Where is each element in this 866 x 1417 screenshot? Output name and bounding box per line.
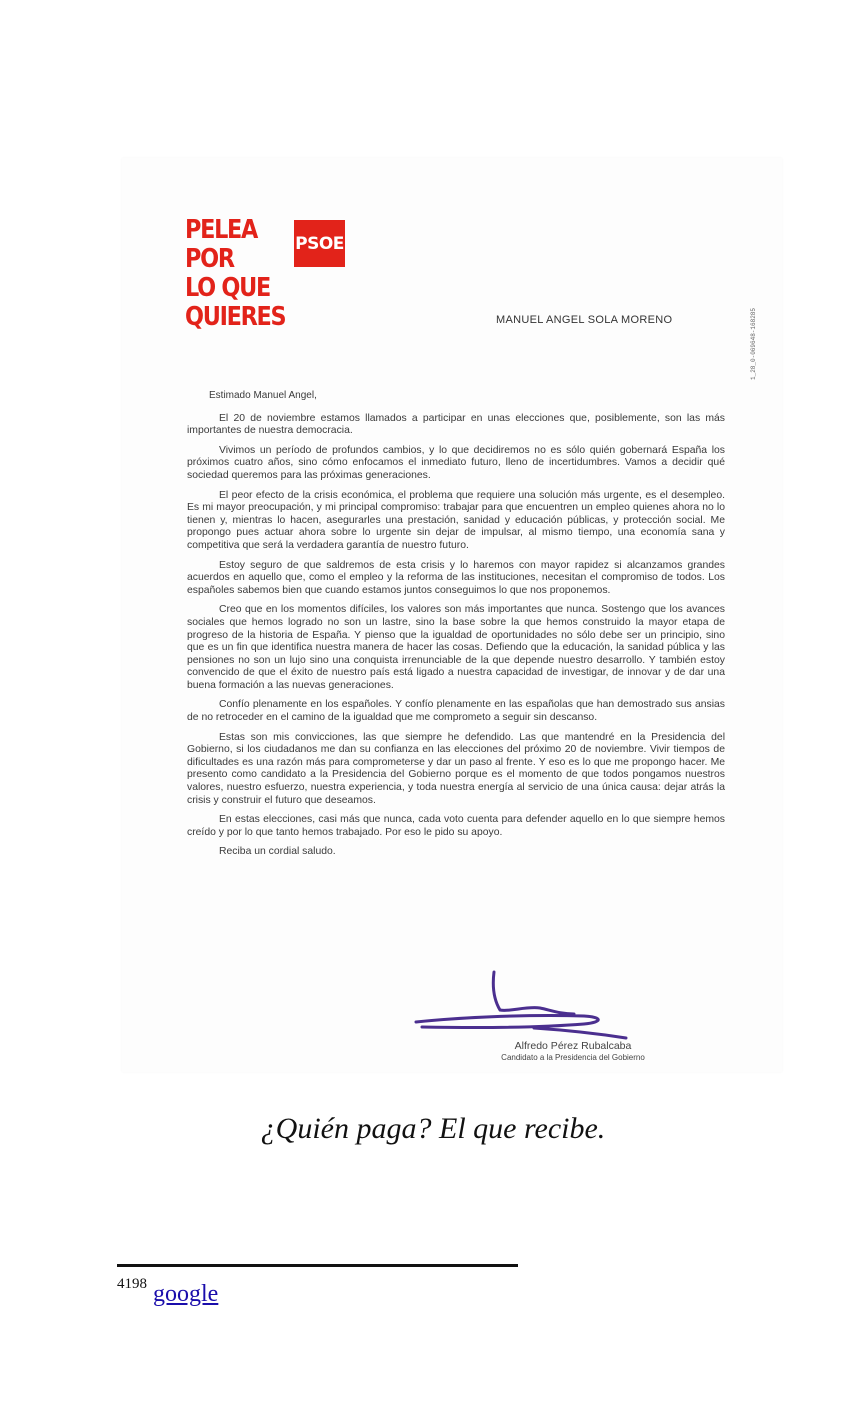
- letter-paragraph: Estas son mis convicciones, las que siempre he defendido. Las que mantendré en la Presidencia del Gobierno, si los ciudadanos me dan su confianza en las elecciones del próximo 20 de noviembre. Vivir tiempos de dificultades es una razón más para comprometerse y dar un paso al frente. Y eso es lo que me propongo hacer. Me presento como candidato a la Presidencia del Gobierno porque es el momento de que todos pongamos nuestros valores, nuestro esfuerzo, nuestra experiencia, y toda nuestra energía al servicio de una única causa: dejar atrás la crisis y construir el futuro que deseamos.: [187, 731, 725, 806]
- recipient-name: MANUEL ANGEL SOLA MORENO: [496, 314, 673, 326]
- signature: [414, 970, 644, 1040]
- letter-image: [122, 158, 782, 1072]
- signer-name: Alfredo Pérez Rubalcaba: [514, 1040, 632, 1052]
- greeting: Estimado Manuel Angel,: [209, 390, 317, 401]
- slogan-line: PELEA: [185, 215, 258, 245]
- footnote-link[interactable]: google: [153, 1281, 219, 1307]
- slogan-line: QUIERES: [185, 302, 286, 332]
- letter-body: [187, 390, 725, 859]
- slogan-line: POR: [185, 244, 234, 274]
- psoe-logo: PSOE: [294, 220, 345, 267]
- footnote-number: 4198: [117, 1276, 147, 1292]
- letter-paragraph: En estas elecciones, casi más que nunca, cada voto cuenta para defender aquello en lo que siempre hemos creído y por lo que tanto hemos trabajado. Por eso le pido su apoyo.: [187, 814, 725, 838]
- letter-paragraph: Creo que en los momentos difíciles, los valores son más importantes que nunca. Sostengo que los avances sociales que hemos logrado no son un lastre, sino la base sobre la que hemos construido la mayor etapa de progreso de la historia de España. Y pienso que la igualdad de oportunidades no sólo debe ser un principio, sino que es un fin que identifica nuestra manera de hacer las cosas. Defiendo que la educación, la sanidad pública y las pensiones no son un lujo sino una conquista irrenunciable de la que depende nuestro desarrollo. Y también estoy convencido de que el éxito de nuestro país está ligado a nuestra capacidad de investigar, de innovar y de dar una buena formación a las nuevas generaciones.: [187, 604, 725, 691]
- letter-paragraph: Estoy seguro de que saldremos de esta crisis y lo haremos con mayor rapidez si alcanzamos grandes acuerdos en aquello que, como el empleo y la reforma de las instituciones, necesitan el compromiso de todos. Los españoles sabemos bien que cuando estamos juntos conseguimos lo que nos proponemos.: [187, 559, 725, 596]
- footnote: [117, 1276, 219, 1308]
- letter-paragraph: Vivimos un período de profundos cambios, y lo que decidiremos no es sólo quién gobernará España los próximos cuatro años, sino cómo enfocamos el inmediato futuro, lleno de incertidumbres. Vamos a decidir qué sociedad queremos para las próximas generaciones.: [187, 444, 725, 481]
- closing: Reciba un cordial saludo.: [219, 846, 336, 858]
- signer-block: [483, 1040, 663, 1062]
- caption: ¿Quién paga? El que recibe.: [260, 1112, 606, 1145]
- signer-title: Candidato a la Presidencia del Gobierno: [501, 1053, 645, 1062]
- letter-paragraph: El peor efecto de la crisis económica, el problema que requiere una solución más urgente, es el desempleo. Es mi mayor preocupación, y mi principal compromiso: trabajar para que encuentren un empleo quienes ahora no lo tienen y, mientras lo hacen, asegurarles una prestación, sanidad y educación públicas, y protección social. Me propongo pues actuar ahora sobre lo urgente sin dejar de impulsar, al mismo tiempo, una economía sana y competitiva que será la verdadera garantía de nuestro futuro.: [187, 489, 725, 551]
- letter-paragraph: El 20 de noviembre estamos llamados a participar en unas elecciones que, posiblemente, son las más importantes de nuestra democracia.: [187, 412, 725, 437]
- letter-paragraph: Confío plenamente en los españoles. Y confío plenamente en las españolas que han demostrado sus ansias de no retroceder en el camino de la igualdad que me comprometo a seguir sin descanso.: [187, 699, 725, 724]
- campaign-slogan: [185, 216, 285, 332]
- footnote-divider: [117, 1264, 518, 1267]
- reference-code: 1_28_0-069648-168285: [750, 307, 757, 380]
- slogan-line: LO QUE: [185, 273, 270, 303]
